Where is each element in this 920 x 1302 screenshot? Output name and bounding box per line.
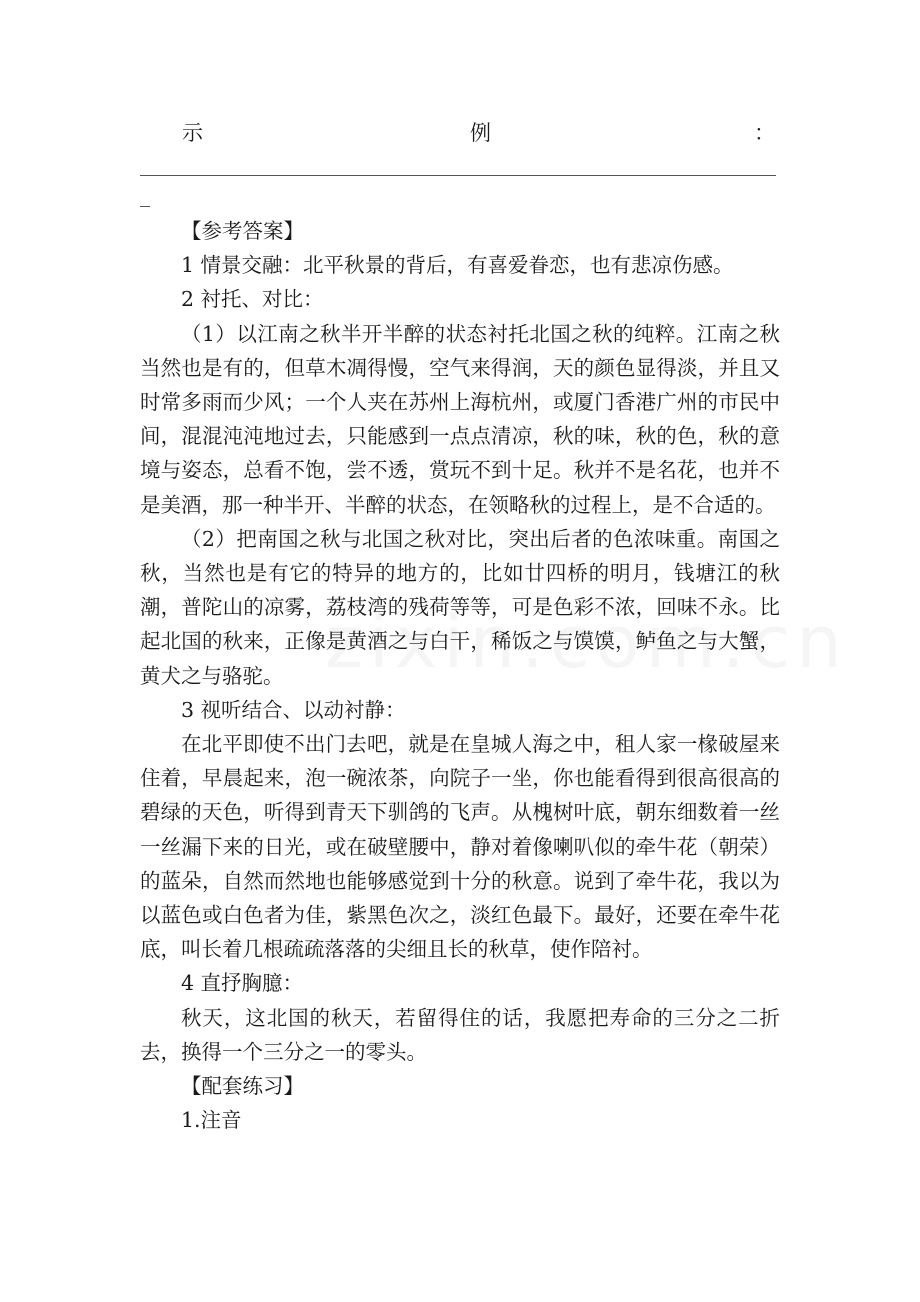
answer-heading: 【参考答案】	[181, 219, 304, 243]
answer-item-2-paragraph-1: （1）以江南之秋半开半醉的状态衬托北国之秋的纯粹。江南之秋当然也是有的，但草木凋得慢，空气来得润，天的颜色显得淡，并且又时常多雨而少风；一个人夹在苏州上海杭州，或厦门香港广州的市民中间，混混沌沌地过去，只能感到一点点清凉，秋的味，秋的色，秋的意境与姿态，总看不饱，尝不透，赏玩不到十足。秋并不是名花，也并不是美酒，那一种半开、半醉的状态，在领略秋的过程上，是不合适的。	[140, 321, 780, 517]
example-colon: ：	[754, 121, 775, 145]
practice-heading: 【配套练习】	[181, 1074, 304, 1099]
practice-item-1: 1.注音	[181, 1108, 242, 1133]
answer-item-1: 1 情景交融：北平秋景的背后，有喜爱眷恋，也有悲凉伤感。	[181, 253, 734, 278]
answer-item-3-title: 3 视听结合、以动衬静：	[181, 697, 406, 722]
answer-blank-line	[140, 175, 776, 176]
answer-item-2-paragraph-2: （2）把南国之秋与北国之秋对比，突出后者的色浓味重。南国之秋，当然也是有它的特异的地方的，比如廿四桥的明月，钱塘江的秋潮，普陀山的凉雾，荔枝湾的残荷等等，可是色彩不浓，回味不永。比起北国的秋来，正像是黄酒之与白干，稀饭之与馍馍，鲈鱼之与大蟹，黄犬之与骆驼。	[140, 526, 780, 688]
answer-item-3-paragraph: 在北平即使不出门去吧，就是在皇城人海之中，租人家一椽破屋来住着，早晨起来，泡一碗浓茶，向院子一坐，你也能看得到很高很高的碧绿的天色，听得到青天下驯鸽的飞声。从槐树叶底，朝东细数着一丝一丝漏下来的日光，或在破壁腰中，静对着像喇叭似的牵牛花（朝荣）的蓝朵，自然而然地也能够感觉到十分的秋意。说到了牵牛花，我以为以蓝色或白色者为佳，紫黑色次之，淡红色最下。最好，还要在牵牛花底，叫长着几根疏疏落落的尖细且长的秋草，使作陪衬。	[140, 732, 780, 962]
answer-item-2-title: 2 衬托、对比：	[181, 287, 324, 312]
answer-blank-line-tail	[140, 206, 150, 207]
example-char-2: 例	[470, 121, 491, 145]
document-body	[140, 214, 780, 1137]
answer-item-4-paragraph: 秋天，这北国的秋天，若留得住的话，我愿把寿命的三分之二折去，换得一个三分之一的零头。	[140, 1005, 780, 1064]
answer-item-4-title: 4 直抒胸臆：	[181, 971, 304, 996]
example-prompt	[140, 117, 776, 149]
example-char-1: 示	[182, 121, 203, 145]
